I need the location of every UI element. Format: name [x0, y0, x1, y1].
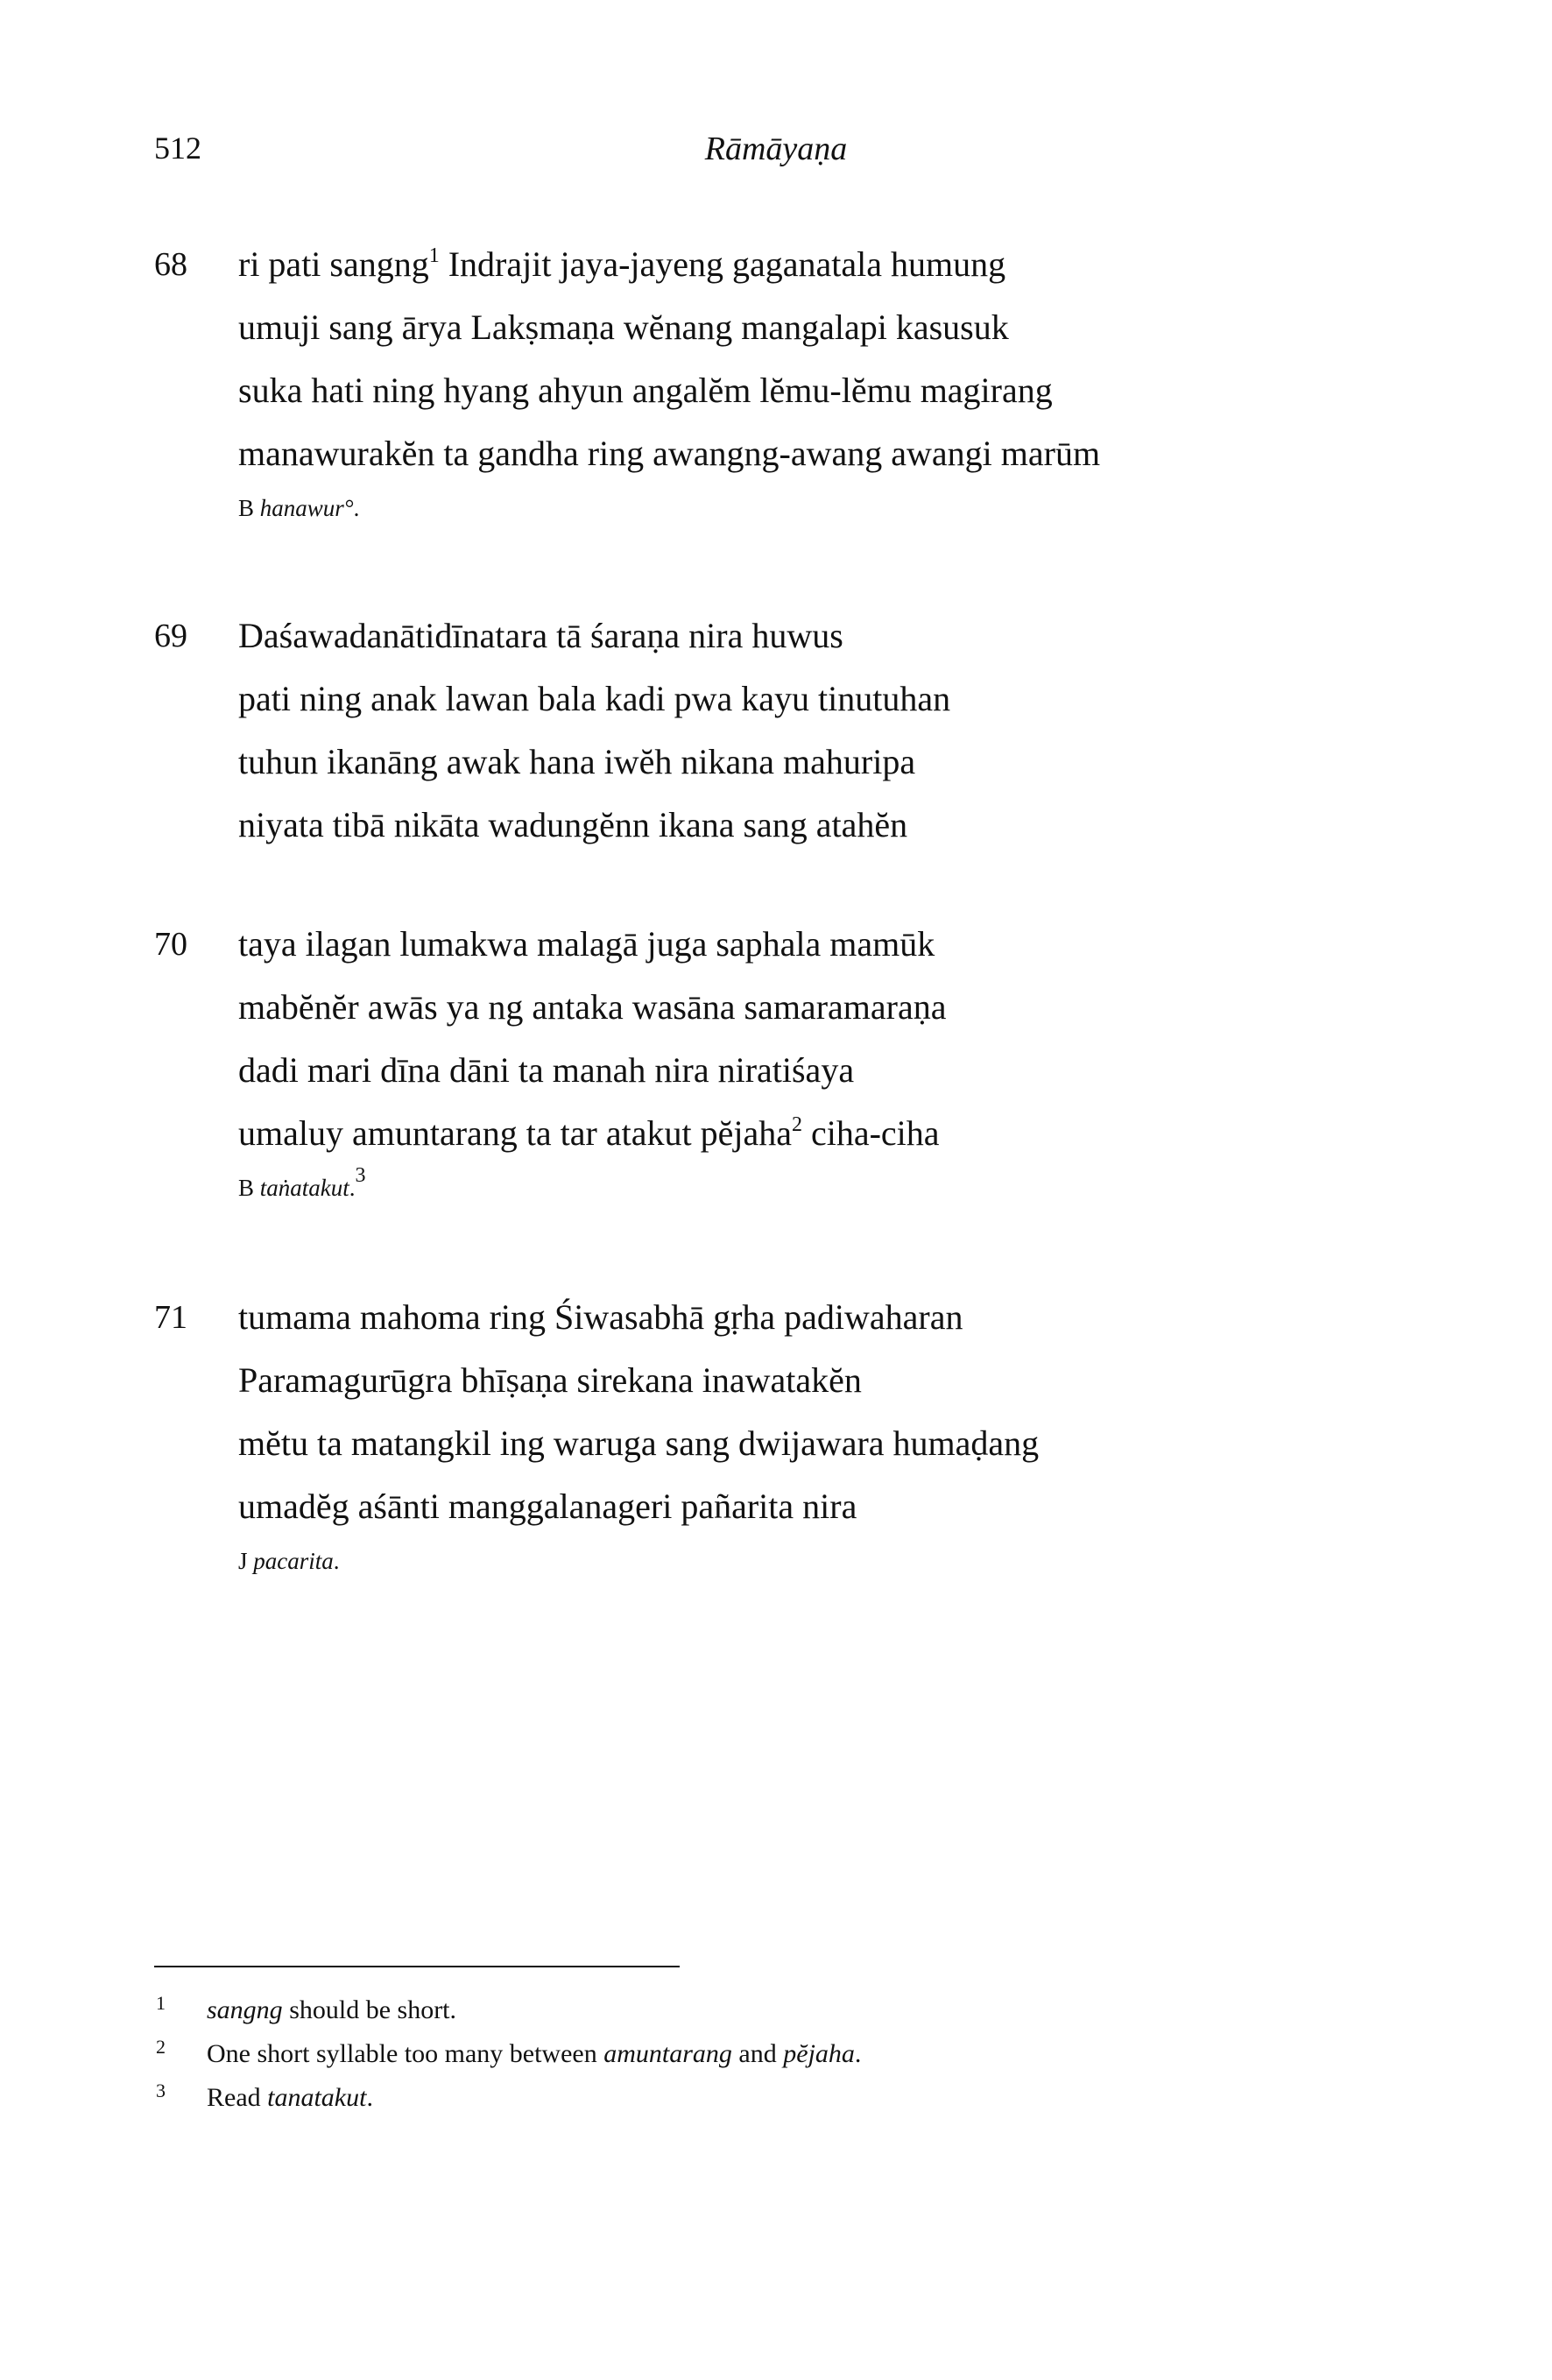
verse — [238, 1286, 1394, 1584]
variant-note: J pacarita. — [238, 1548, 340, 1574]
stanza-number: 71 — [154, 1299, 187, 1336]
running-title: Rāmāyaṇa — [704, 131, 848, 167]
verse-line: taya ilagan lumakwa malagā juga saphala mamūk — [238, 924, 935, 964]
variant-note: B taṅatakut.$^3$ — [238, 1164, 366, 1201]
footnote-ref[interactable]: 1 — [428, 244, 440, 267]
verse — [238, 913, 1394, 1211]
footnote-3 — [154, 2076, 1293, 2120]
verse-line: Paramagurūgra bhīṣaṇa sirekana inawatakĕn — [238, 1360, 862, 1400]
verse-line: mĕtu ta matangkil ing waruga sang dwijawara humaḍang — [238, 1423, 1040, 1463]
stanza-number: 69 — [154, 618, 187, 654]
footnote-mark: 3 — [156, 2080, 166, 2101]
verse-line: pati ning anak lawan bala kadi pwa kayu tinutuhan — [238, 679, 951, 718]
footnote-mark: 2 — [156, 2036, 166, 2058]
verse-line: manawurakĕn ta gandha ring awangng-awang awangi marūm — [238, 434, 1101, 473]
footnote-ref[interactable]: 2 — [791, 1113, 802, 1136]
footnote-text: Read tanatakut. — [207, 2083, 373, 2112]
verse-line: umadĕg aśānti manggalanageri pañarita nira — [238, 1487, 857, 1526]
verse-line: ri pati sangng$^1$ Indrajit jaya-jayeng gaganatala humung — [238, 244, 1006, 284]
verse-line: umaluy amuntarang ta tar atakut pĕjaha$^2$ ciha-ciha — [238, 1113, 940, 1153]
footnote-rule — [154, 1966, 680, 1967]
verse-line: niyata tibā nikāta wadungĕnn ikana sang atahĕn — [238, 805, 908, 844]
footnotes — [154, 1988, 1293, 2120]
footnote-ref[interactable]: 3 — [355, 1164, 366, 1187]
verse — [238, 233, 1394, 531]
verse-line: dadi mari dīna dāni ta manah nira niratiśaya — [238, 1050, 855, 1090]
verse-line: suka hati ning hyang ahyun angalĕm lĕmu-lĕmu magirang — [238, 371, 1053, 410]
verse-line: tumama mahoma ring Śiwasabhā gṛha padiwaharan — [238, 1297, 963, 1337]
verse-line: Daśawadanātidīnatara tā śaraṇa nira huwus — [238, 616, 843, 655]
footnote-text: sangng should be short. — [207, 1995, 457, 2024]
page-header — [154, 130, 1398, 182]
footnote-2 — [154, 2032, 1293, 2076]
footnote-text: One short syllable too many between amuntarang and pĕjaha. — [207, 2039, 862, 2068]
verse — [238, 604, 1394, 857]
verse-line: umuji sang ārya Lakṣmaṇa wĕnang mangalapi kasusuk — [238, 307, 1009, 347]
footnote-mark: 1 — [156, 1992, 166, 2014]
stanza-number: 68 — [154, 246, 187, 283]
page-number: 512 — [154, 131, 201, 166]
variant-note: B hanawur°. — [238, 495, 360, 521]
footnote-1 — [154, 1988, 1293, 2032]
verse-line: tuhun ikanāng awak hana iwĕh nikana mahuripa — [238, 742, 916, 781]
verse-line: mabĕnĕr awās ya ng antaka wasāna samaramaraṇa — [238, 987, 947, 1027]
stanza-number: 70 — [154, 926, 187, 963]
